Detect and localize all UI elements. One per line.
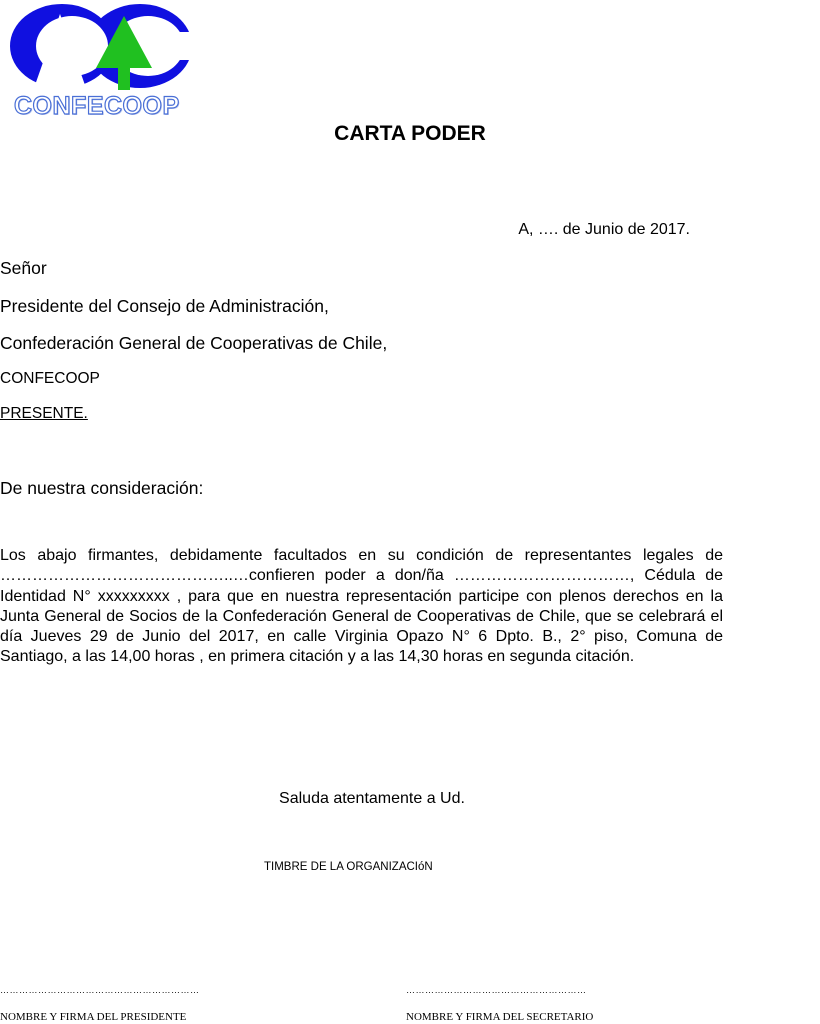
- signature-label-president: NOMBRE Y FIRMA DEL PRESIDENTE: [0, 1011, 187, 1023]
- addressee-acronym: CONFECOOP: [0, 370, 100, 387]
- greeting: De nuestra consideración:: [0, 478, 204, 498]
- addressee-president: Presidente del Consejo de Administración,: [0, 296, 329, 316]
- body-paragraph: Los abajo firmantes, debidamente facultados en su condición de representantes legales de ……………………………………..…confieren poder a don/ña ……………………………, Cédula de Identidad N° xxxxxxxxx , para que en nuestra representación participe con plenos derechos en la Junta General de Socios de la Confederación General de Cooperativas de Chile, que se celebrará el día Jueves 29 de Junio del 2017, en calle Virginia Opazo N° 6 Dpto. B., 2° piso, Comuna de Santiago, a las 14,00 horas , en primera citación y a las 14,30 horas en segunda citación.: [0, 547, 723, 666]
- signature-label-secretary: NOMBRE Y FIRMA DEL SECRETARIO: [406, 1011, 594, 1023]
- addressee-organization: Confederación General de Cooperativas de Chile,: [0, 333, 388, 353]
- logo-text: CONFECOOP: [14, 92, 180, 120]
- closing: Saluda atentamente a Ud.: [279, 790, 465, 807]
- addressee-presente: PRESENTE.: [0, 405, 88, 422]
- confecoop-logo: [8, 2, 192, 122]
- date-line: A, …. de Junio de 2017.: [518, 221, 690, 238]
- logo-mark-icon: [8, 2, 192, 94]
- signature-line-president: ………………………………………………………: [0, 985, 200, 995]
- salutation: Señor: [0, 258, 47, 278]
- document-title: CARTA PODER: [334, 122, 486, 145]
- stamp-label: TIMBRE DE LA ORGANIZACIóN: [264, 861, 433, 873]
- signature-line-secretary: …………………………………………………: [406, 985, 587, 995]
